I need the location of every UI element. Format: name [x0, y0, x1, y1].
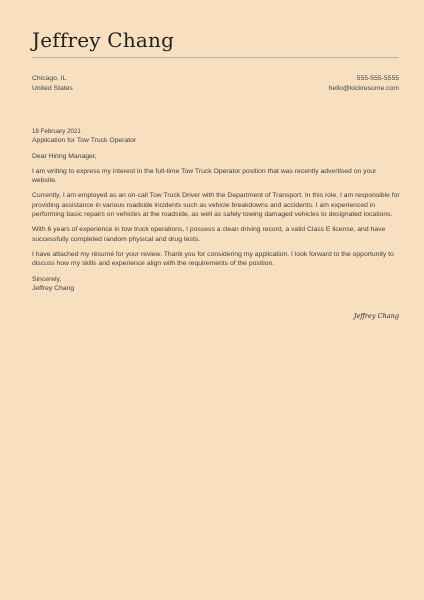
header-divider	[32, 57, 399, 58]
paragraph-closing: I have attached my résumé for your review. Thank you for considering my application. I look forward to the opportunity to discuss how my skills and experience align with the requirements of the position.	[32, 250, 394, 268]
handwritten-signature: Jeffrey Chang	[353, 312, 399, 320]
letter-body	[32, 127, 402, 293]
address-block	[32, 74, 73, 93]
letter-date: 18 February 2021	[32, 128, 81, 135]
paragraph-intro: I am writing to express my interest in the full-time Tow Truck Operator position that was recently advertised on your website.	[32, 167, 377, 185]
address-city: Chicago, IL	[32, 75, 67, 82]
sender-name: Jeffrey Chang	[32, 284, 75, 292]
applicant-name: Jeffrey Chang	[32, 28, 175, 52]
closing-phrase: Sincerely,	[32, 275, 62, 283]
address-country: United States	[32, 84, 73, 92]
email-address: hello@kickresume.com	[328, 84, 399, 92]
salutation: Dear Hiring Manager,	[32, 152, 97, 160]
letter-subject: Application for Tow Truck Operator	[32, 137, 137, 145]
paragraph-experience: With 6 years of experience in tow truck operations, I possess a clean driving record, a valid Class E license, and have successfully completed random physical and drug tests.	[32, 226, 386, 243]
contact-block	[329, 74, 399, 93]
paragraph-current-role: Currently, I am employed as an on-call Tow Truck Driver with the Department of Transport. In this role, I am responsible for providing assistance in various roadside incidents such as vehicle breakdowns and accidents. I am experienced in performing basic repairs on vehicles at the roadside, as well as safely towing damaged vehicles to designated locations.	[32, 192, 400, 219]
phone-number: 555-555-5555	[356, 75, 399, 82]
